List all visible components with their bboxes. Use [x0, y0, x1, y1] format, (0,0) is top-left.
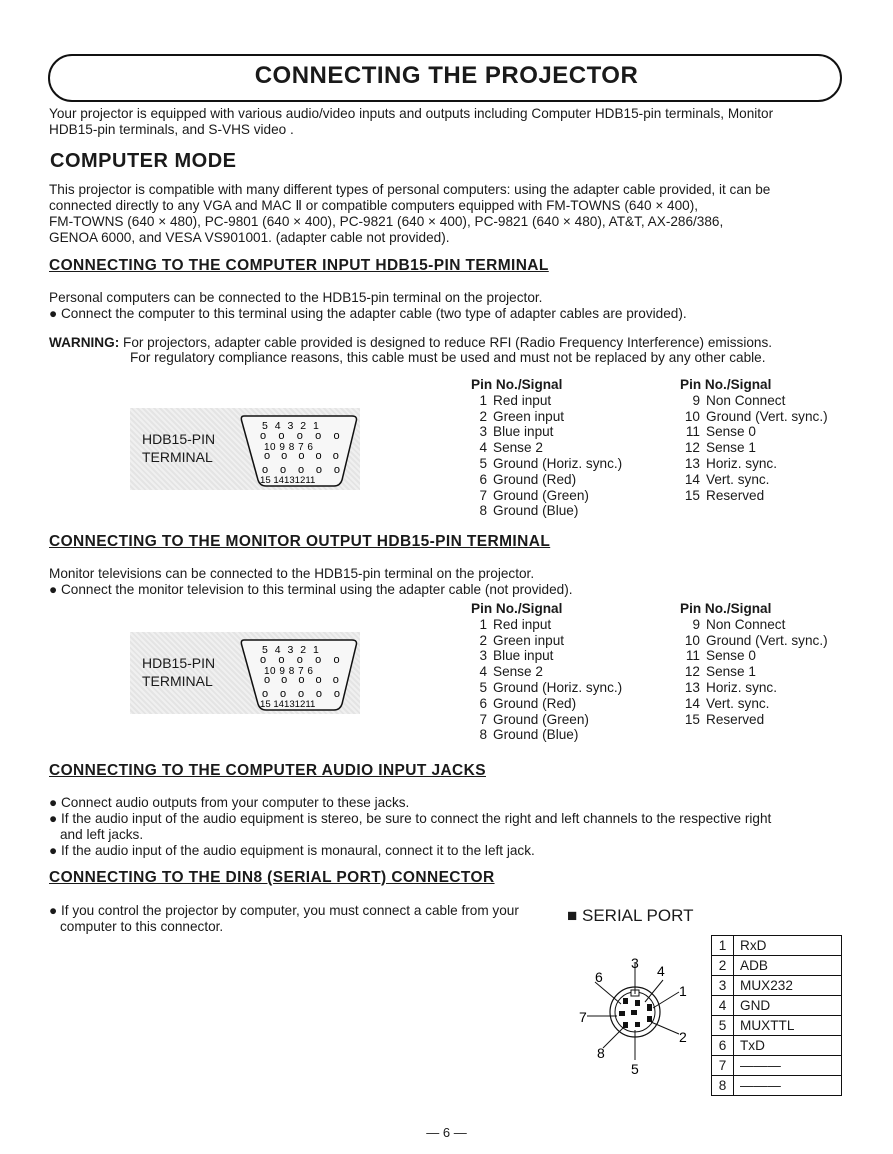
serial-port-title: ■ SERIAL PORT	[567, 906, 694, 925]
input-line: Personal computers can be connected to the HDB15-pin terminal on the projector.	[49, 290, 543, 305]
table-row: 7 ———	[712, 1056, 842, 1076]
svg-text:5 4 3 2 1: 5 4 3 2 1	[262, 420, 321, 432]
monitor-line: Monitor televisions can be connected to the HDB15-pin terminal on the projector.	[49, 566, 535, 581]
pin-row: 5 Ground (Horiz. sync.)	[479, 455, 623, 471]
svg-text:5: 5	[631, 1061, 639, 1077]
svg-text:7: 7	[579, 1009, 587, 1025]
pin-row: 3 Blue input	[479, 648, 554, 664]
hdb15-port-icon	[238, 634, 360, 714]
computer-mode-heading: COMPUTER MODE	[50, 150, 237, 172]
computer-mode-line: GENOA 6000, and VESA VS901001. (adapter cable not provided).	[49, 230, 450, 245]
svg-text:o o o o o: o o o o o	[262, 688, 345, 700]
svg-text:15 14131211: 15 14131211	[260, 475, 316, 486]
connector-label-line: HDB15-PIN	[142, 431, 216, 447]
pin-row: 2 Green input	[479, 632, 565, 648]
din-section-text	[49, 903, 519, 935]
pin-list-left	[471, 601, 622, 743]
din-bullet-cont: computer to this connector.	[60, 919, 224, 934]
svg-text:10 9 8 7 6: 10 9 8 7 6	[264, 442, 314, 453]
input-bullet: ● Connect the computer to this terminal using the adapter cable (two type of adapter cables are provided).	[49, 306, 687, 321]
warning-line: For projectors, adapter cable provided is designed to reduce RFI (Radio Frequency Interference) emissions.	[123, 335, 773, 350]
connector-label	[142, 654, 215, 690]
hdb15-connector-illustration	[130, 408, 360, 490]
svg-text:10 9 8 7 6: 10 9 8 7 6	[264, 666, 314, 677]
table-row: 1 RxD	[712, 936, 842, 956]
pin-row: 2 Green input	[479, 408, 565, 424]
audio-bullet-cont: and left jacks.	[60, 827, 144, 842]
pin-row: 7 Ground (Green)	[479, 487, 589, 503]
table-row: 6 TxD	[712, 1036, 842, 1056]
din-bullet: ● If you control the projector by computer, you must connect a cable from your	[49, 903, 519, 918]
computer-mode-line: FM-TOWNS (640 × 480), PC-9801 (640 × 400), PC-9821 (640 × 400), PC-9821 (640 × 480), AT&T, AX-286/386,	[49, 214, 724, 229]
pin-row: 1 Red input	[479, 616, 552, 632]
connector-label	[142, 430, 215, 466]
pin-row: 10 Ground (Vert. sync.)	[684, 408, 828, 424]
svg-text:o o o o o: o o o o o	[262, 464, 345, 476]
warning-label: WARNING:	[49, 335, 120, 350]
monitor-bullet: ● Connect the monitor television to this terminal using the adapter cable (not provided).	[49, 582, 573, 597]
svg-text:4: 4	[657, 963, 665, 979]
pin-row: 5 Ground (Horiz. sync.)	[479, 679, 623, 695]
pin-row: 11 Sense 0	[685, 648, 756, 664]
table-row: 4 GND	[712, 996, 842, 1016]
serial-port-table	[711, 935, 842, 1096]
monitor-section-heading: CONNECTING TO THE MONITOR OUTPUT HDB15-PIN TERMINAL	[49, 533, 551, 550]
audio-section-heading: CONNECTING TO THE COMPUTER AUDIO INPUT JACKS	[49, 762, 486, 779]
pin-row: 4 Sense 2	[479, 664, 543, 680]
pin-header: Pin No./Signal	[680, 601, 772, 616]
pin-row: 12 Sense 1	[684, 440, 756, 456]
hdb15-port-icon	[238, 410, 360, 490]
pin-row: 14 Vert. sync.	[684, 695, 770, 711]
pin-row: 13 Horiz. sync.	[684, 679, 778, 695]
intro-line: Your projector is equipped with various audio/video inputs and outputs including Computer HDB15-pin terminals, Monitor	[49, 106, 774, 121]
pin-row: 13 Horiz. sync.	[684, 455, 778, 471]
pin-row: 8 Ground (Blue)	[479, 727, 579, 743]
input-section-text	[49, 290, 687, 322]
pin-row: 12 Sense 1	[684, 664, 756, 680]
warning-line-2: For regulatory compliance reasons, this cable must be used and must not be replaced by any other cable.	[130, 350, 766, 365]
svg-text:o o o o o: o o o o o	[260, 654, 345, 666]
table-row: 2 ADB	[712, 956, 842, 976]
intro-line: HDB15-pin terminals, and S-VHS video .	[49, 122, 294, 137]
svg-text:3: 3	[631, 955, 639, 971]
din8-connector-icon	[575, 950, 695, 1080]
svg-text:8: 8	[597, 1045, 605, 1061]
din-section-heading: CONNECTING TO THE DIN8 (SERIAL PORT) CONNECTOR	[49, 869, 495, 886]
page-number: — 6 —	[426, 1125, 467, 1140]
input-section-heading: CONNECTING TO THE COMPUTER INPUT HDB15-PIN TERMINAL	[49, 257, 549, 274]
audio-bullet: ● Connect audio outputs from your computer to these jacks.	[49, 795, 410, 810]
table-row: 8 ———	[712, 1076, 842, 1096]
pin-row: 9 Non Connect	[692, 616, 786, 632]
pin-row: 15 Reserved	[684, 487, 765, 503]
pin-row: 11 Sense 0	[685, 424, 756, 440]
svg-text:o o o o o: o o o o o	[260, 430, 345, 442]
pin-header: Pin No./Signal	[680, 377, 772, 392]
pin-header: Pin No./Signal	[471, 377, 563, 392]
monitor-section-text	[49, 566, 573, 598]
warning-block	[49, 335, 772, 351]
svg-text:2: 2	[679, 1029, 687, 1045]
pin-row: 7 Ground (Green)	[479, 711, 589, 727]
pin-row: 6 Ground (Red)	[479, 471, 577, 487]
connector-label-line: TERMINAL	[142, 673, 213, 689]
computer-mode-text	[49, 182, 839, 246]
pin-row: 8 Ground (Blue)	[479, 503, 579, 519]
pin-header: Pin No./Signal	[471, 601, 563, 616]
svg-text:15 14131211: 15 14131211	[260, 699, 316, 710]
pin-list-right	[680, 377, 828, 503]
pin-row: 10 Ground (Vert. sync.)	[684, 632, 828, 648]
audio-section-text	[49, 795, 771, 859]
svg-text:o o o o o: o o o o o	[264, 450, 343, 462]
pin-list-right	[680, 601, 828, 727]
hdb15-connector-illustration	[130, 632, 360, 714]
svg-text:o o o o o: o o o o o	[264, 674, 343, 686]
audio-bullet: ● If the audio input of the audio equipment is stereo, be sure to connect the right and left channels to the respective right	[49, 811, 772, 826]
page-title: CONNECTING THE PROJECTOR	[254, 62, 639, 89]
connector-label-line: HDB15-PIN	[142, 655, 216, 671]
pin-row: 9 Non Connect	[692, 392, 786, 408]
computer-mode-line: This projector is compatible with many different types of personal computers: using the adapter cable provided, it can be	[49, 182, 771, 197]
connector-label-line: TERMINAL	[142, 449, 213, 465]
pin-row: 4 Sense 2	[479, 440, 543, 456]
pin-row: 15 Reserved	[684, 711, 765, 727]
pin-row: 6 Ground (Red)	[479, 695, 577, 711]
svg-text:1: 1	[679, 983, 687, 999]
computer-mode-line: connected directly to any VGA and MAC Ⅱ or compatible computers equipped with FM-TOWNS (640 × 400),	[49, 198, 699, 213]
pin-row: 3 Blue input	[479, 424, 554, 440]
pin-row: 14 Vert. sync.	[684, 471, 770, 487]
pin-list-left	[471, 377, 622, 519]
pin-row: 1 Red input	[479, 392, 552, 408]
svg-text:6: 6	[595, 969, 603, 985]
audio-bullet: ● If the audio input of the audio equipment is monaural, connect it to the left jack.	[49, 843, 535, 858]
intro-text	[49, 106, 773, 138]
table-row: 5 MUXTTL	[712, 1016, 842, 1036]
svg-text:5 4 3 2 1: 5 4 3 2 1	[262, 644, 321, 656]
table-row: 3 MUX232	[712, 976, 842, 996]
